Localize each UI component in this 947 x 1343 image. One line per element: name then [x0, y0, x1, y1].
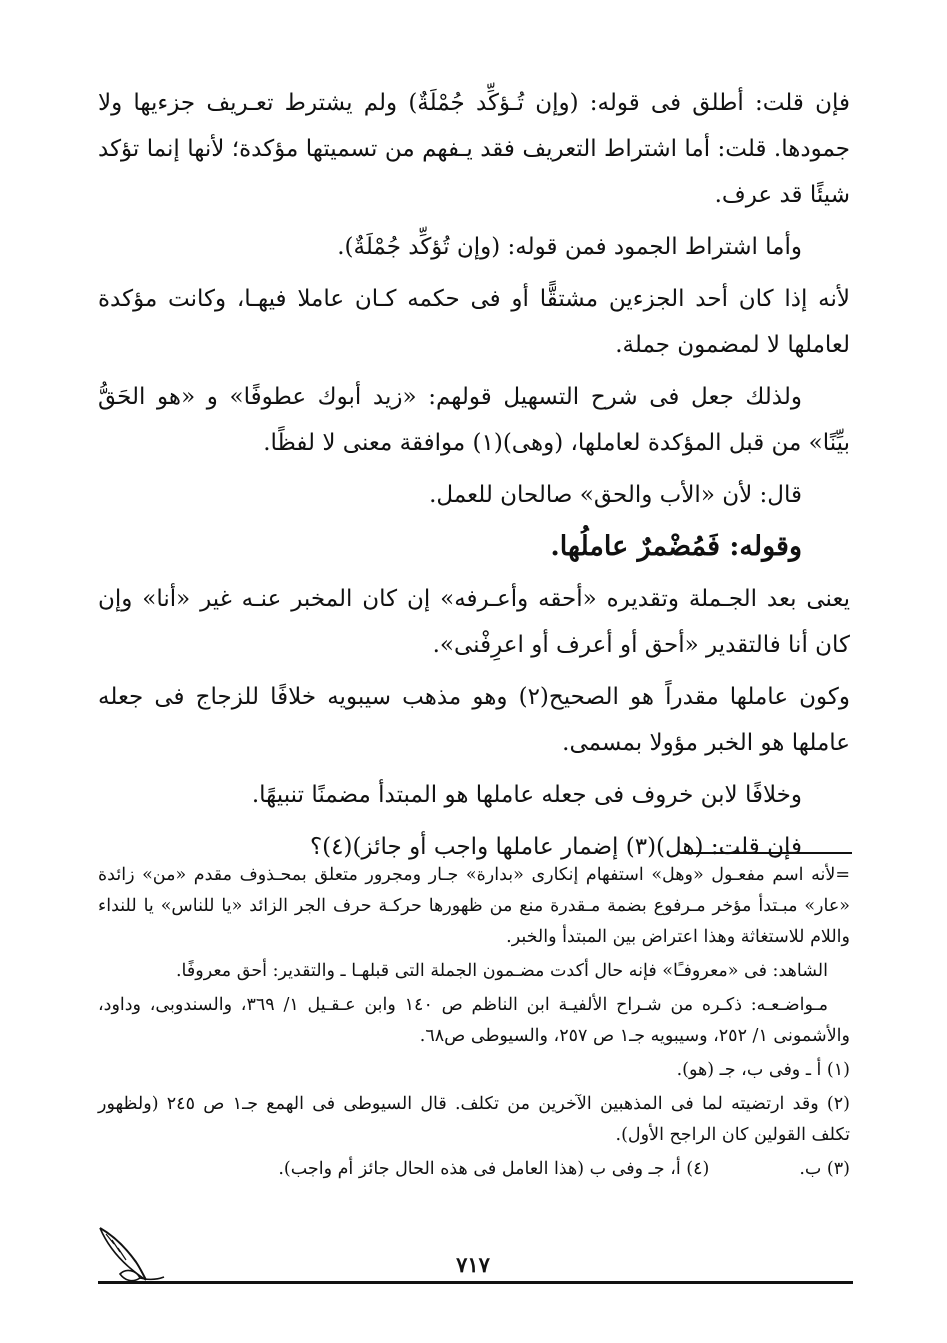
page-number: ٧١٧ [456, 1252, 490, 1277]
paragraph-7: يعنى بعد الجـملة وتقديره «أحقه وأعـرفه» إن كان المخبر عنـه غير «أنا» وإن كان أنا فالتقدير «أحق أو أعرف أو اعرِفْنى». [98, 586, 850, 658]
bottom-rule [98, 1281, 853, 1284]
paragraph-5: قال: لأن «الأب والحق» صالحان للعمل. [429, 482, 802, 508]
footnote-2: (٢) وقد ارتضيته لما فى المذهبين الآخرين من تكلف. قال السيوطى فى الهمع جـ١ ص ٢٤٥ (ولظهور تكلف القولين كان الراجح الأول). [98, 1094, 850, 1145]
footnotes [98, 860, 850, 1185]
paragraph-10: فإن قلت: (هل)(٣) إضمار عاملها واجب أو جائز)(٤)؟ [309, 834, 802, 860]
footnote-sources: مـواضـعـه: ذكـره من شـراح الألفيـة ابن الناظم ص ١٤٠ وابن عـقـيل ١/ ٣٦٩، والسندوبى، وداود، والأشمونى ١/ ٢٥٢، وسيبويه جـ١ ص ٢٥٧، والسيوطى ص٦٨. [98, 995, 850, 1046]
quill-pen-icon [96, 1222, 166, 1287]
footnote-separator [682, 852, 852, 854]
paragraph-4: ولذلك جعل فى شرح التسهيل قولهم: «زيد أبوك عطوفًا» و «هو الحَقُّ بيِّنًا» من قبل المؤكدة لعاملها، (وهى)(١) موافقة معنى لا لفظًا. [98, 384, 850, 456]
footnote-1: (١) أ ـ وفى ب، جـ (هو). [676, 1060, 850, 1080]
footnote-3-4-row [98, 1154, 850, 1185]
footnote-continuation: =لأنه اسم مفعـول «وهل» استفهام إنكارى «بدارة» جـار ومجرور متعلق بمحـذوف مقدم «من» زائدة «عار» مبـتدأ مؤخر مـرفوع بضمة مـقدرة منع من ظهورها حركـة حرف الجر الزائد «يا للناس» يا للنداء واللام للاستغاثة وهذا اعتراض بين المبتدأ والخبر. [98, 865, 850, 947]
footnote-4: (٤) أ، جـ وفى ب (هذا العامل فى هذه الحال جائز أم واجب). [278, 1159, 710, 1179]
paragraph-3: لأنه إذا كان أحد الجزءين مشتقًّا أو فى حكمه كـان عاملا فيهـا، وكانت مؤكدة لعاملها لا لمضمون جملة. [98, 286, 850, 358]
paragraph-8: وكون عاملها مقدراً هو الصحيح(٢) وهو مذهب سيبويه خلافًا للزجاج فى جعله عاملها هو الخبر مؤولا بمسمى. [98, 684, 850, 756]
paragraph-2: وأما اشتراط الجمود فمن قوله: (وإن تُؤكِّد جُمْلَةٌ). [337, 234, 802, 260]
main-text [98, 80, 850, 876]
paragraph-9: وخلافًا لابن خروف فى جعله عاملها هو المبتدأ مضمنًا تنبيهًا. [251, 782, 802, 808]
paragraph-1: فإن قلت: أطلق فى قوله: (وإن تُـؤكِّد جُمْلَةٌ) ولم يشترط تعـريف جزءيها ولا جمودها. قلت: أما اشتراط التعريف فقد يـفهم من تسميتها مؤكدة؛ لأنها إنما تؤكد شيئًا قد عرف. [98, 90, 850, 208]
footnote-3: (٣) ب. [799, 1159, 850, 1179]
footnote-shahid: الشاهد: فى «معروفـًا» فإنه حال أكدت مضـمون الجملة التى قبلهـا ـ والتقدير: أحق معروفًا. [175, 961, 828, 981]
paragraph-6-verse: وقوله: فَمُضْمرٌ عاملُها. [550, 531, 802, 562]
